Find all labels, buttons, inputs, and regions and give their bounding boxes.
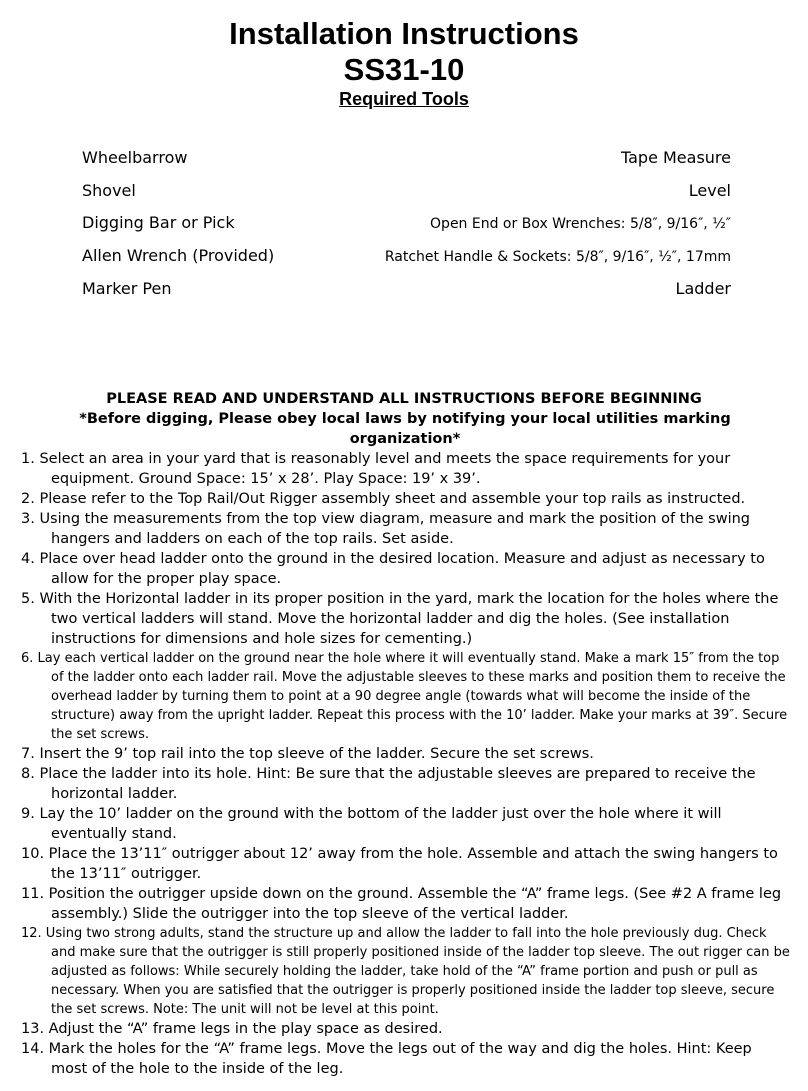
instruction-step: 4. Place over head ladder onto the ground in the desired location. Measure and adjust as necessary to allow for the proper play space. bbox=[21, 551, 765, 587]
instruction-step: 13. Adjust the “A” frame legs in the play space as desired. bbox=[21, 1021, 443, 1037]
instruction-step: 9. Lay the 10’ ladder on the ground with the bottom of the ladder just over the hole where it will eventually stand. bbox=[21, 806, 722, 842]
instruction-step: 6. Lay each vertical ladder on the ground near the hole where it will eventually stand. Make a mark 15″ from the top of the ladder onto each ladder rail. Move the adjustable sleeves to these marks and position them to receive the overhead ladder by turning them to point at a 90 degree angle (towards what will become the inside of the structure) away from the upright ladder. Repeat this process with the 10’ ladder. Make your marks at 39″. Secure the set screws. bbox=[21, 651, 788, 742]
instruction-step: 14. Mark the holes for the “A” frame legs. Move the legs out of the way and dig the holes. Hint: Keep most of the hole to the inside of the leg. bbox=[21, 1041, 752, 1077]
tool-item: Shovel bbox=[82, 181, 136, 200]
instruction-step: 7. Insert the 9’ top rail into the top sleeve of the ladder. Secure the set screws. bbox=[21, 746, 594, 762]
tool-item: Marker Pen bbox=[82, 279, 172, 298]
instruction-step: 8. Place the ladder into its hole. Hint: Be sure that the adjustable sleeves are prepared to receive the horizontal ladder. bbox=[21, 766, 756, 802]
tool-item: Ratchet Handle & Sockets: 5/8″, 9/16″, ½″, 17mm bbox=[384, 249, 731, 265]
tool-item: Tape Measure bbox=[620, 148, 731, 167]
tool-item: Ladder bbox=[675, 279, 731, 298]
tool-item: Digging Bar or Pick bbox=[82, 213, 235, 232]
instruction-step: 5. With the Horizontal ladder in its proper position in the yard, mark the location for the holes where the two vertical ladders will stand. Move the horizontal ladder and dig the holes. (See installation instructions for dimensions and hole sizes for cementing.) bbox=[21, 591, 779, 647]
utilities-notice: *Before digging, Please obey local laws by notifying your local utilities marking organization* bbox=[79, 411, 731, 447]
tool-item: Open End or Box Wrenches: 5/8″, 9/16″, ½″ bbox=[430, 216, 731, 232]
instruction-step: 2. Please refer to the Top Rail/Out Rigger assembly sheet and assemble your top rails as instructed. bbox=[21, 491, 746, 507]
read-instructions-warning: PLEASE READ AND UNDERSTAND ALL INSTRUCTIONS BEFORE BEGINNING bbox=[106, 391, 702, 407]
model-number: SS31-10 bbox=[343, 52, 465, 87]
instruction-step: 12. Using two strong adults, stand the structure up and allow the ladder to fall into the hole previously dug. Check and make sure that the outrigger is still properly positioned inside of the ladder top sleeve. The out rigger can be adjusted as follows: While securely holding the ladder, take hold of the “A” frame portion and push or pull as necessary. When you are satisfied that the outrigger is properly positioned inside the ladder top sleeve, secure the set screws. Note: The unit will not be level at this point. bbox=[21, 926, 790, 1017]
required-tools-heading: Required Tools bbox=[339, 89, 469, 109]
instruction-step: 11. Position the outrigger upside down on the ground. Assemble the “A” frame legs. (See #2 A frame leg assembly.) Slide the outrigger into the top sleeve of the vertical ladder. bbox=[21, 886, 782, 922]
tool-item: Allen Wrench (Provided) bbox=[82, 246, 275, 265]
tool-item: Wheelbarrow bbox=[82, 148, 188, 167]
instruction-steps bbox=[21, 449, 791, 1079]
instruction-step: 3. Using the measurements from the top view diagram, measure and mark the position of the swing hangers and ladders on each of the top rails. Set aside. bbox=[21, 511, 751, 547]
instruction-step: 10. Place the 13’11″ outrigger about 12’ away from the hole. Assemble and attach the swing hangers to the 13’11″ outrigger. bbox=[21, 846, 778, 882]
tool-item: Level bbox=[688, 181, 731, 200]
page-title: Installation Instructions bbox=[229, 16, 579, 51]
instruction-step: 1. Select an area in your yard that is reasonably level and meets the space requirements for your equipment. Ground Space: 15’ x 28’. Play Space: 19’ x 39’. bbox=[21, 451, 731, 487]
